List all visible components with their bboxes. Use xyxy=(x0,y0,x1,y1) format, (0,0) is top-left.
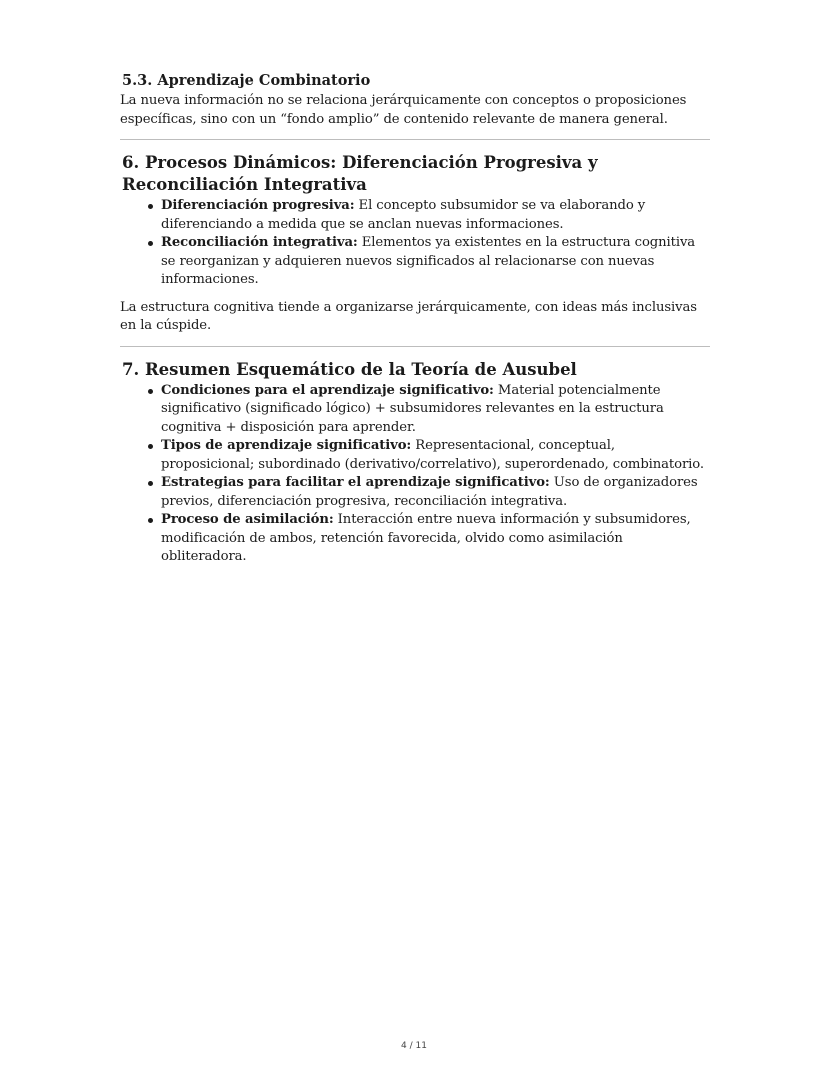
list-item-asimilacion xyxy=(161,511,710,567)
list-item-text: Material potencialmente significativo (significado lógico) + subsumidores relevantes en la estructura cognitiva + disposición para aprender. xyxy=(161,382,664,435)
document-page xyxy=(120,72,710,567)
list-item-reconciliacion xyxy=(161,234,710,290)
divider xyxy=(120,139,710,140)
list-item-condiciones xyxy=(161,382,710,438)
list-item-term: Proceso de asimilación: xyxy=(161,512,334,527)
section-6-heading: 6. Procesos Dinámicos: Diferenciación Progresiva y Reconciliación Integrativa xyxy=(122,153,598,194)
list-item-text: El concepto subsumidor se va elaborando y diferenciando a medida que se anclan nuevas informaciones. xyxy=(161,198,646,232)
section-6-list xyxy=(120,197,710,290)
list-item-term: Condiciones para el aprendizaje significativo: xyxy=(161,382,494,398)
list-item-tipos xyxy=(161,437,710,474)
page-number: 4 / 11 xyxy=(401,1041,427,1051)
section-7-list xyxy=(120,382,710,567)
list-item-text: Interacción entre nueva información y subsumidores, modificación de ambos, retención favorecida, olvido como asimilación obliteradora. xyxy=(161,512,691,564)
list-item-term: Estrategias para facilitar el aprendizaje significativo: xyxy=(161,475,550,490)
list-item-diferenciacion xyxy=(161,197,710,234)
list-item-text: Elementos ya existentes en la estructura cognitiva se reorganizan y adquieren nuevos significados al relacionarse con nuevas informaciones. xyxy=(161,235,696,287)
list-item-term: Diferenciación progresiva: xyxy=(161,198,355,213)
section-7-heading: 7. Resumen Esquemático de la Teoría de Ausubel xyxy=(122,359,577,379)
list-item-term: Reconciliación integrativa: xyxy=(161,235,358,250)
divider xyxy=(120,346,710,347)
section-5-3-heading: 5.3. Aprendizaje Combinatorio xyxy=(122,72,371,89)
list-item-term: Tipos de aprendizaje significativo: xyxy=(161,438,412,453)
list-item-text: Uso de organizadores previos, diferenciación progresiva, reconciliación integrativa. xyxy=(161,475,698,509)
list-item-text: Representacional, conceptual, proposicional; subordinado (derivativo/correlativo), superordenado, combinatorio. xyxy=(161,438,704,472)
section-6-closing: La estructura cognitiva tiende a organizarse jerárquicamente, con ideas más inclusivas en la cúspide. xyxy=(120,299,697,333)
list-item-estrategias xyxy=(161,474,710,511)
section-5-3-text: La nueva información no se relaciona jerárquicamente con conceptos o proposiciones específicas, sino con un “fondo amplio” de contenido relevante de manera general. xyxy=(120,93,687,127)
